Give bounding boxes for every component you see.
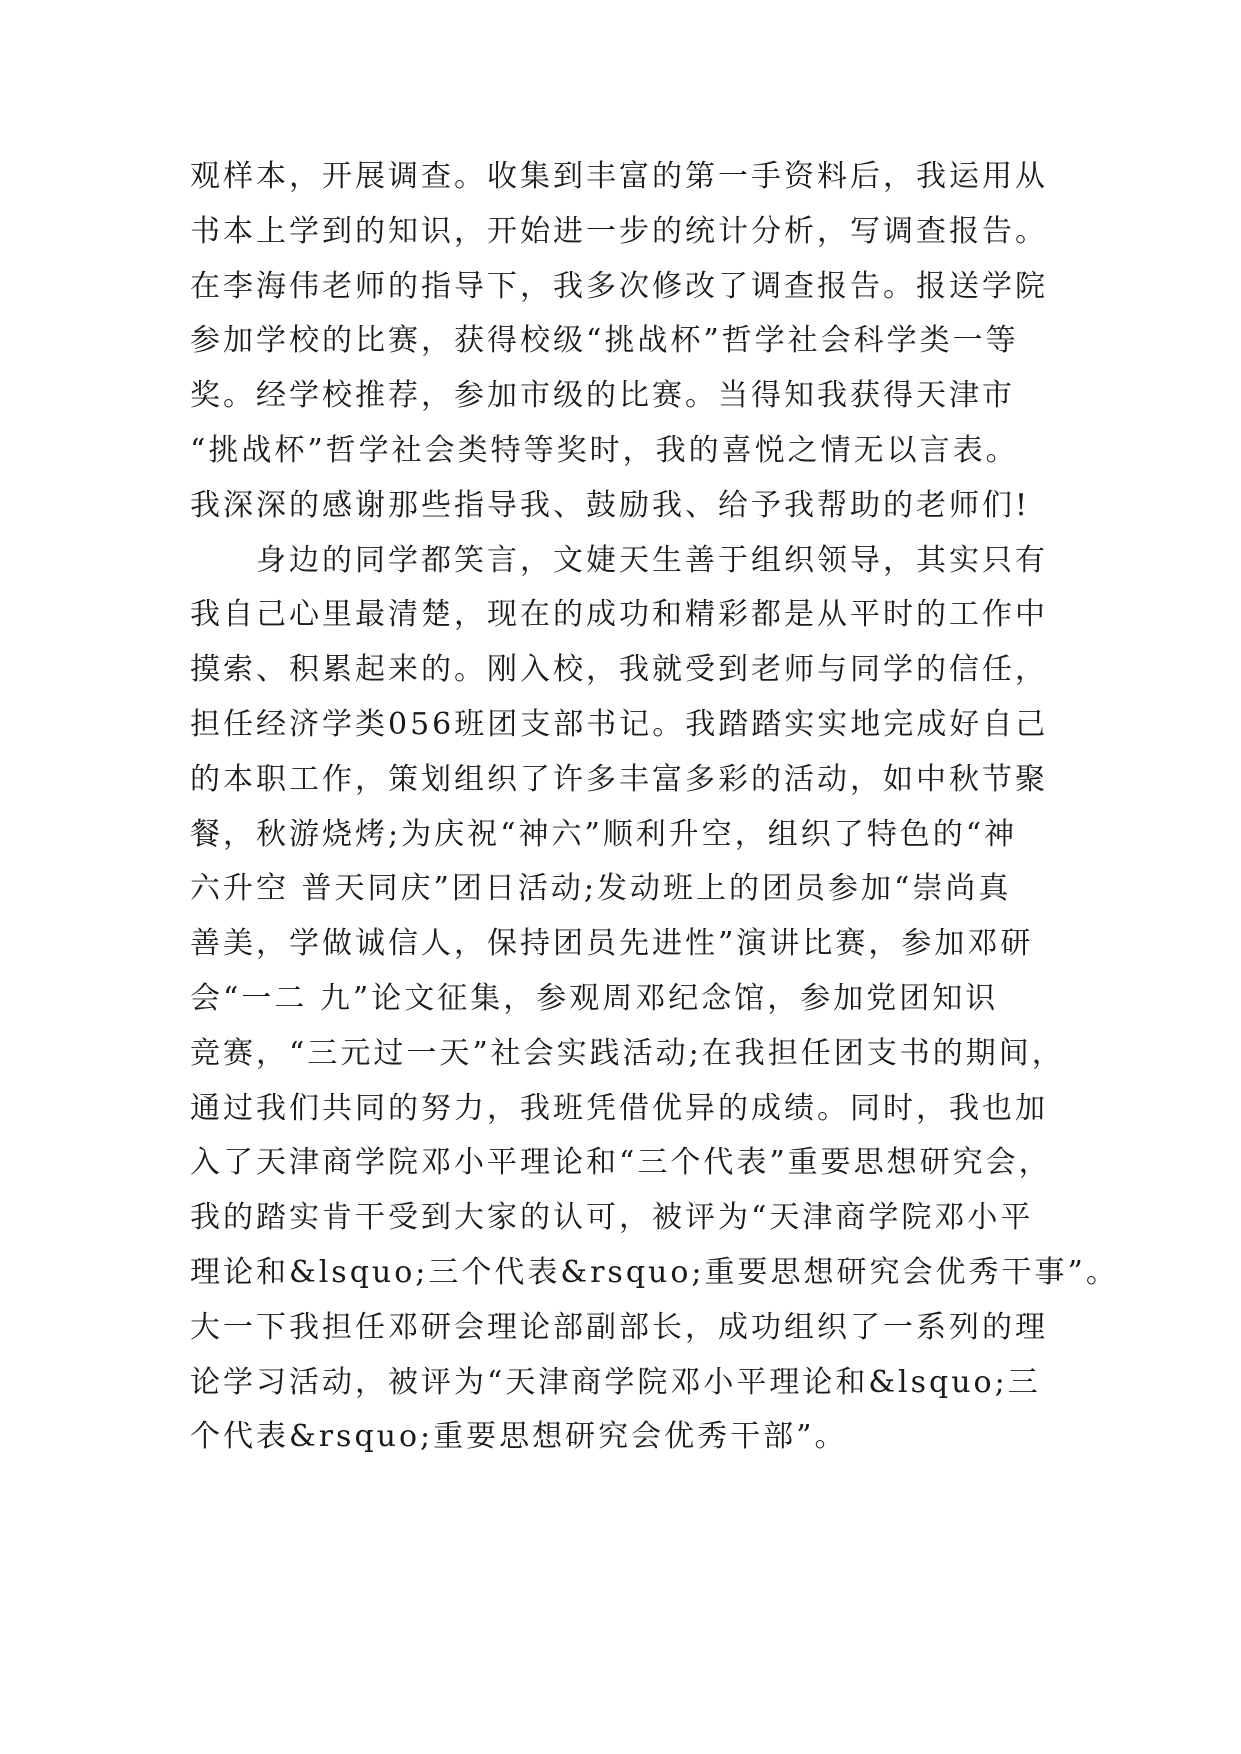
text-line: 我自己心里最清楚，现在的成功和精彩都是从平时的工作中: [190, 597, 1048, 633]
paragraph-start-line: 身边的同学都笑言，文婕天生善于组织领导，其实只有: [256, 542, 1048, 578]
text-line: 观样本，开展调查。收集到丰富的第一手资料后，我运用从: [190, 159, 1048, 194]
text-line: 理论和&lsquo;三个代表&rsquo;重要思想研究会优秀干事”。: [190, 1254, 1119, 1290]
text-line: 奖。经学校推荐，参加市级的比赛。当得知我获得天津市: [190, 378, 1015, 414]
text-line: 餐，秋游烧烤;为庆祝“神六”顺利升空，组织了特色的“神: [190, 816, 1018, 852]
text-line: 个代表&rsquo;重要思想研究会优秀干部”。: [190, 1419, 848, 1455]
text-line: 的本职工作，策划组织了许多丰富多彩的活动，如中秋节聚: [190, 761, 1048, 797]
text-line: 书本上学到的知识，开始进一步的统计分析，写调查报告。: [190, 213, 1048, 249]
text-line: 参加学校的比赛，获得校级“挑战杯”哲学社会科学类一等: [190, 323, 1019, 359]
text-line: 竞赛，“三元过一天”社会实践活动;在我担任团支书的期间，: [190, 1035, 1065, 1071]
text-line: “挑战杯”哲学社会类特等奖时，我的喜悦之情无以言表。: [190, 432, 1019, 468]
text-line: 六升空 普天同庆”团日活动;发动班上的团员参加“崇尚真: [190, 871, 1012, 907]
text-line: 会“一二 九”论文征集，参观周邓纪念馆，参加党团知识: [190, 980, 999, 1016]
text-line: 在李海伟老师的指导下，我多次修改了调查报告。报送学院: [190, 268, 1048, 304]
text-line: 入了天津商学院邓小平理论和“三个代表”重要思想研究会，: [190, 1145, 1052, 1181]
text-line: 大一下我担任邓研会理论部副部长，成功组织了一系列的理: [190, 1309, 1048, 1345]
text-line: 摸索、积累起来的。刚入校，我就受到老师与同学的信任，: [190, 652, 1048, 688]
text-line: 我的踏实肯干受到大家的认可，被评为“天津商学院邓小平: [190, 1200, 1034, 1236]
text-line: 论学习活动，被评为“天津商学院邓小平理论和&lsquo;三: [190, 1364, 1041, 1400]
text-line: 通过我们共同的努力，我班凭借优异的成绩。同时，我也加: [190, 1090, 1048, 1126]
body-text: [190, 150, 1119, 1465]
text-line: 我深深的感谢那些指导我、鼓励我、给予我帮助的老师们!: [190, 487, 1031, 523]
text-line: 担任经济学类056班团支部书记。我踏踏实实地完成好自己: [190, 706, 1049, 742]
text-line: 善美，学做诚信人，保持团员先进性”演讲比赛，参加邓研: [190, 926, 1034, 962]
